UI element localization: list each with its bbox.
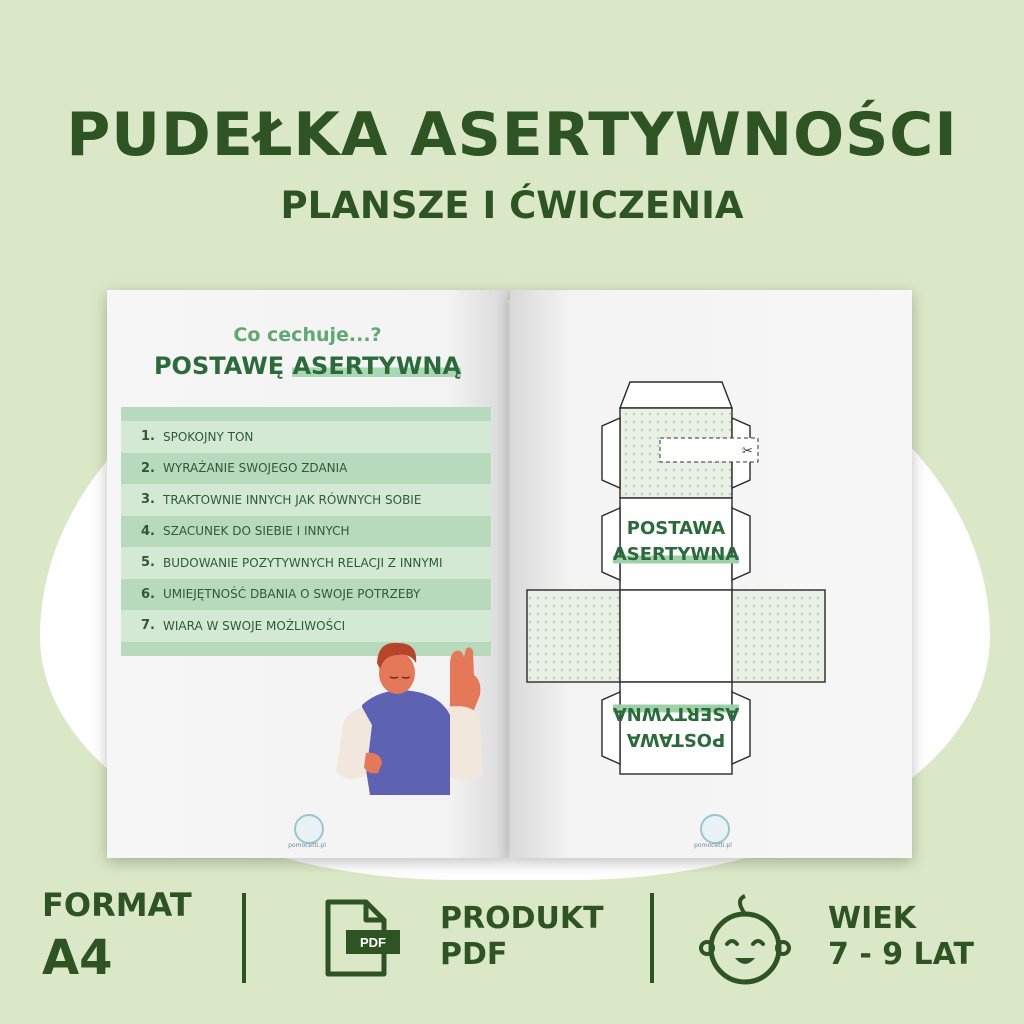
page-heading	[107, 352, 508, 380]
traits-list	[121, 407, 491, 656]
product-label: PRODUKT PDF	[440, 901, 604, 972]
logo-text: pomocetti.pl	[694, 842, 732, 849]
shirt	[362, 690, 450, 795]
format-value: A4	[42, 930, 113, 986]
list-item: 6. UMIEJĘTNOŚĆ DBANIA O SWOJE POTRZEBY	[121, 579, 491, 611]
footer-divider	[650, 893, 654, 983]
page-subtitle: PLANSZE I ĆWICZENIA	[280, 184, 744, 227]
list-item: 2. WYRAŻANIE SWOJEGO ZDANIA	[121, 453, 491, 485]
raised-arm-sleeve	[446, 706, 482, 780]
left-page	[107, 290, 508, 858]
pdf-file-icon	[320, 896, 406, 980]
list-item: 5. BUDOWANIE POZYTYWNYCH RELACJI Z INNYMI	[121, 547, 491, 579]
logo-text: pomocetti.pl	[288, 842, 326, 849]
right-page	[510, 290, 912, 858]
list-top-band	[121, 407, 491, 421]
list-item: 4. SZACUNEK DO SIEBIE I INNYCH	[121, 516, 491, 548]
box-label-back: POSTAWA ASERTYWNA	[612, 703, 740, 750]
age-label: WIEK 7 - 9 LAT	[828, 901, 975, 972]
heading-part1: POSTAWĘ	[153, 352, 285, 380]
logo-globe-icon	[700, 814, 730, 844]
footer-divider	[242, 893, 246, 983]
baby-face-icon	[695, 892, 795, 986]
pdf-badge: PDF	[360, 935, 386, 950]
page-question: Co cechuje...?	[233, 324, 382, 346]
logo-globe-icon	[294, 814, 324, 844]
list-item: 1. SPOKOJNY TON	[121, 421, 491, 453]
box-label-front: POSTAWA ASERTYWNA	[612, 518, 740, 565]
list-item: 7. WIARA W SWOJE MOŻLIWOŚCI	[121, 610, 491, 642]
raised-hand	[450, 647, 480, 715]
open-book-preview	[107, 290, 912, 858]
format-label: FORMAT	[42, 886, 192, 924]
box-net-template	[510, 290, 912, 858]
heading-part2: ASERTYWNĄ	[292, 352, 462, 380]
scissors-icon: ✂	[742, 444, 753, 459]
person-illustration	[322, 635, 492, 795]
page-title: PUDEŁKA ASERTYWNOŚCI	[66, 100, 958, 170]
list-item: 3. TRAKTOWNIE INNYCH JAK RÓWNYCH SOBIE	[121, 484, 491, 516]
